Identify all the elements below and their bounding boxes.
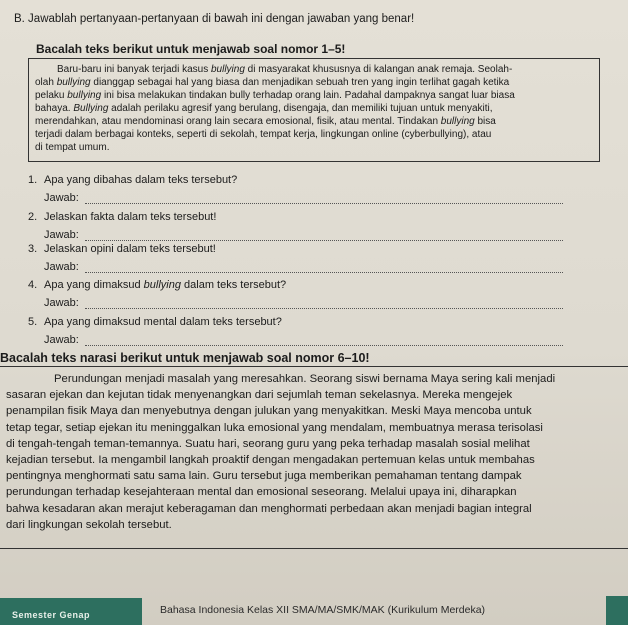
answer-line[interactable]	[85, 263, 563, 273]
answer-5[interactable]: Jawab:	[44, 334, 563, 346]
passage2-line: tetap tegar, setiap ejekan itu meninggalkan luka emosional yang mendalam, membuatnya merasa terisolasi	[6, 421, 543, 434]
passage1-title: Bacalah teks berikut untuk menjawab soal nomor 1–5!	[36, 42, 346, 56]
question-4: 4. Apa yang dimaksud bullying dalam teks tersebut?	[28, 279, 287, 291]
passage2-title: Bacalah teks narasi berikut untuk menjawab soal nomor 6–10!	[0, 351, 370, 365]
section-instruction: B. Jawablah pertanyaan-pertanyaan di bawah ini dengan jawaban yang benar!	[14, 13, 415, 25]
passage1-line: di tempat umum.	[35, 142, 110, 153]
question-3: 3. Jelaskan opini dalam teks tersebut!	[28, 243, 216, 255]
passage2-box	[0, 366, 628, 549]
footer-text: Bahasa Indonesia Kelas XII SMA/MA/SMK/MAK (Kurikulum Merdeka)	[160, 604, 486, 616]
passage1-line: terjadi dalam berbagai konteks, seperti di sekolah, tempat kerja, lingkungan online (cyberbullying), atau	[35, 129, 492, 140]
passage1-line: Baru-baru ini banyak terjadi kasus bullying di masyarakat khususnya di kalangan anak remaja. Seolah-	[57, 64, 513, 75]
passage2-line: pentingnya menghormati satu sama lain. Guru tersebut juga memberikan pemahaman tentang dampak	[6, 470, 522, 483]
passage2-line: di tengah-tengah teman-temannya. Suatu hari, seorang guru yang peka terhadap masalah sosial melihat	[6, 437, 530, 450]
passage1-line: pelaku bullying ini bisa melakukan tindakan bully terhadap orang lain. Padahal dampaknya sangat luar biasa	[35, 90, 515, 101]
semester-badge: Semester Genap	[0, 598, 142, 625]
answer-2[interactable]: Jawab:	[44, 229, 563, 241]
answer-line[interactable]	[85, 194, 563, 204]
passage2-line: kejadian tersebut. Ia mengambil langkah proaktif dengan mengadakan pertemuan kelas untuk membahas	[6, 454, 535, 467]
passage1-box	[28, 58, 600, 162]
answer-3[interactable]: Jawab:	[44, 261, 563, 273]
question-5: 5. Apa yang dimaksud mental dalam teks tersebut?	[28, 316, 282, 328]
answer-line[interactable]	[85, 336, 563, 346]
passage1-line: bahaya. Bullying adalah perilaku agresif yang berulang, disengaja, dan memiliki tujuan untuk menyakiti,	[35, 103, 493, 114]
passage2-line: perundungan terhadap kesejahteraan mental dan emosional seseorang. Melalui upaya ini, diharapkan	[6, 486, 517, 499]
question-2: 2. Jelaskan fakta dalam teks tersebut!	[28, 211, 217, 223]
question-1: 1. Apa yang dibahas dalam teks tersebut?	[28, 174, 238, 186]
answer-line[interactable]	[85, 231, 563, 241]
answer-line[interactable]	[85, 299, 563, 309]
passage2-line: Perundungan menjadi masalah yang meresahkan. Seorang siswi bernama Maya sering kali menjadi	[54, 373, 556, 385]
passage2-line: bahwa kesadaran akan merajut keberagaman dan menghormati perbedaan akan menjadi bagian integral	[6, 502, 532, 515]
page-number-tab	[606, 596, 628, 625]
answer-4[interactable]: Jawab:	[44, 297, 563, 309]
passage2-line: sasaran ejekan dan kejutan tidak menyenangkan dari sejumlah teman sekelasnya. Mereka mengejek	[6, 389, 513, 402]
passage2-line: penampilan fisik Maya dan menyebutnya dengan julukan yang menyakitkan. Meski Maya mencoba untuk	[6, 405, 532, 418]
passage1-line: olah bullying dianggap sebagai hal yang biasa dan menjadikan sebuah tren yang ingin terlihat gagah ketika	[35, 77, 510, 88]
answer-1[interactable]: Jawab:	[44, 192, 563, 204]
passage2-line: dari lingkungan sekolah tersebut.	[6, 518, 172, 531]
passage1-line: merendahkan, atau mendominasi orang lain secara emosional, fisik, atau mental. Tindakan bullying bisa	[35, 116, 496, 127]
